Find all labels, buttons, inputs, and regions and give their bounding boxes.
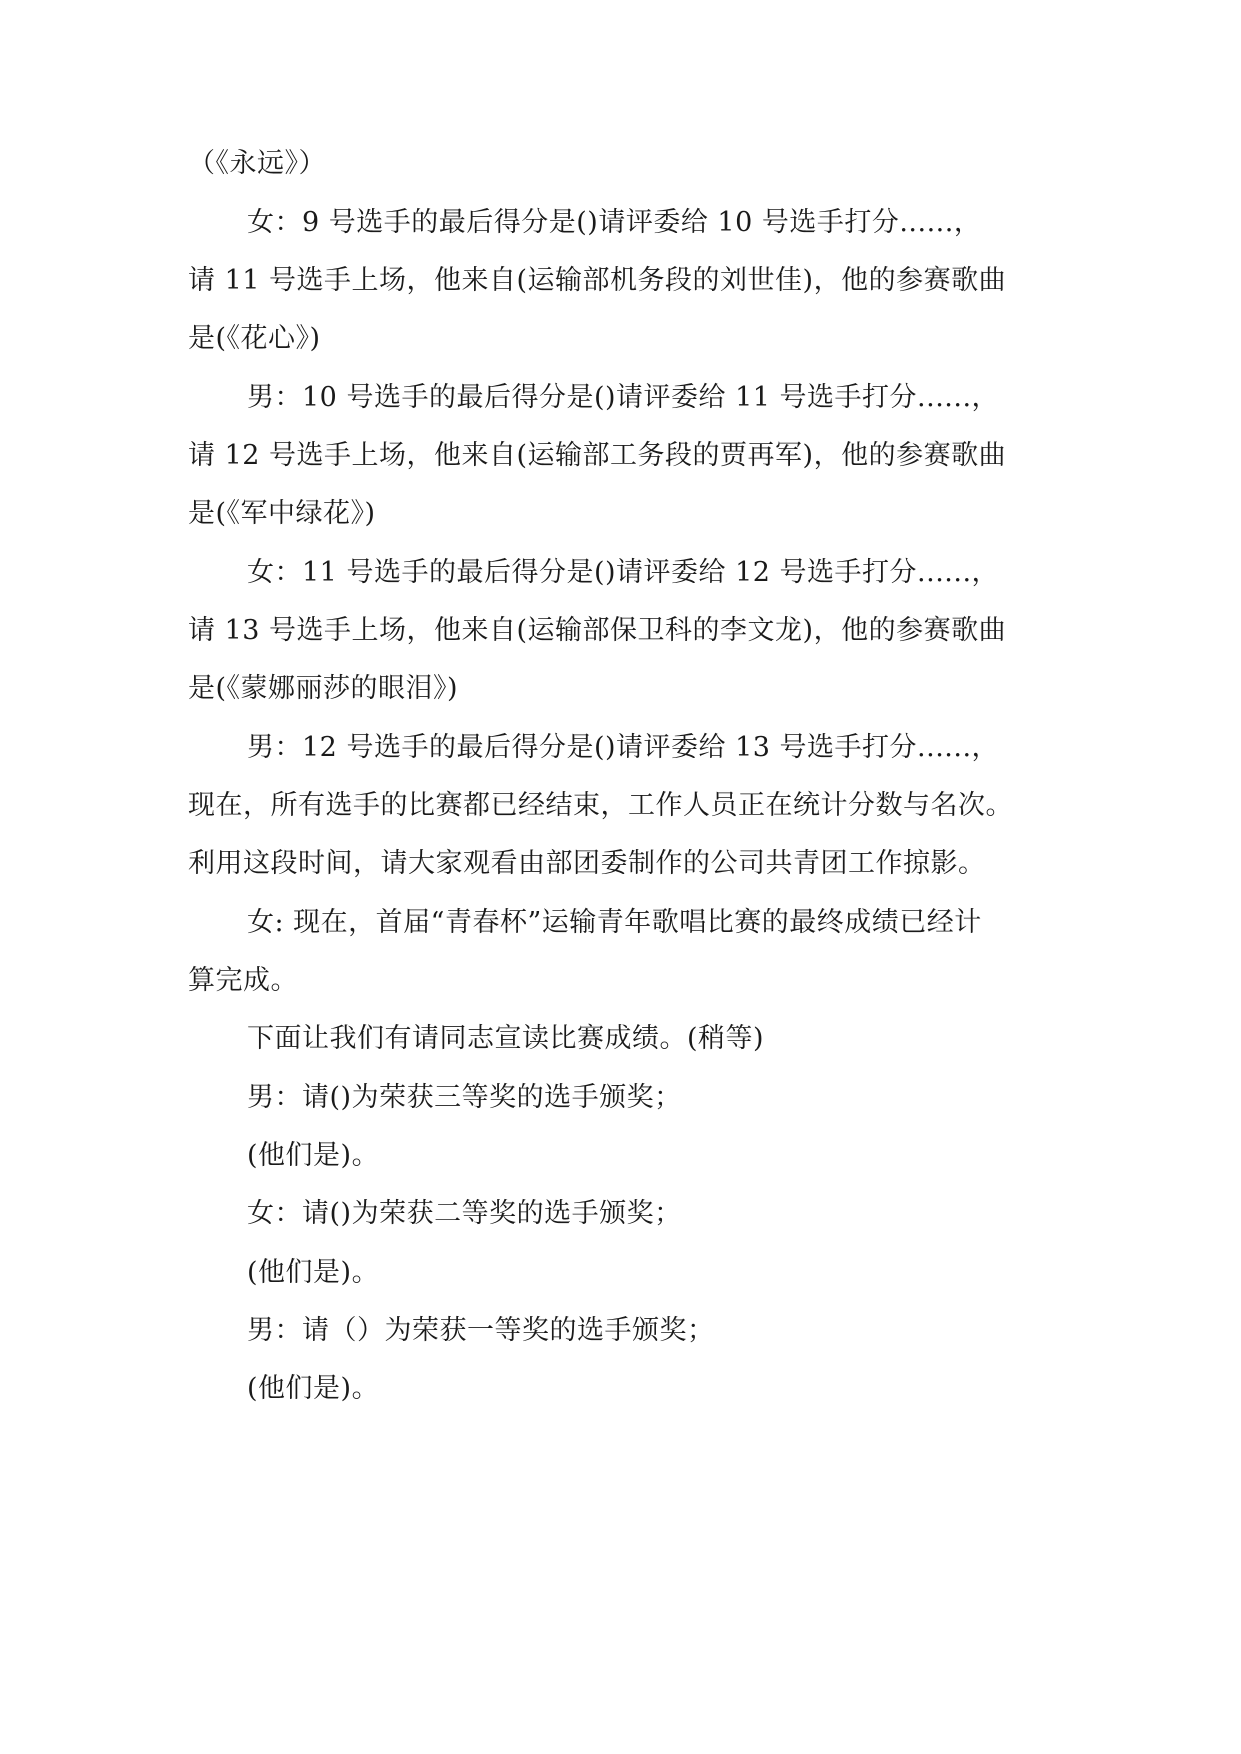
text-line: 男：12 号选手的最后得分是()请评委给 13 号选手打分......， (247, 732, 1000, 763)
text-line: 女: 现在，首届“青春杯”运输青年歌唱比赛的最终成绩已经计 (247, 907, 982, 938)
text-line: 请 12 号选手上场，他来自(运输部工务段的贾再军)，他的参赛歌曲 (188, 440, 1007, 471)
text-line: 男：请（）为荣获一等奖的选手颁奖； (247, 1315, 715, 1346)
text-line: 男：请()为荣获三等奖的选手颁奖； (247, 1082, 682, 1113)
text-line: 现在，所有选手的比赛都已经结束，工作人员正在统计分数与名次。 (188, 790, 1013, 821)
text-line: 利用这段时间，请大家观看由部团委制作的公司共青团工作掠影。 (188, 848, 986, 879)
text-line: (他们是)。 (247, 1140, 380, 1171)
text-line: 下面让我们有请同志宣读比赛成绩。(稍等) (247, 1023, 765, 1054)
text-line: 算完成。 (188, 965, 298, 996)
text-line: （《永远》） (188, 148, 326, 179)
text-line: 女：9 号选手的最后得分是()请评委给 10 号选手打分......， (247, 207, 982, 238)
text-line: 请 11 号选手上场，他来自(运输部机务段的刘世佳)，他的参赛歌曲 (188, 265, 1007, 296)
text-line: 是(《花心》) (188, 323, 321, 354)
text-line: 女：请()为荣获二等奖的选手颁奖； (247, 1198, 682, 1229)
text-line: 男：10 号选手的最后得分是()请评委给 11 号选手打分......， (247, 382, 1000, 413)
text-line: (他们是)。 (247, 1257, 380, 1288)
text-line: 是(《蒙娜丽莎的眼泪》) (188, 673, 459, 704)
text-line: (他们是)。 (247, 1373, 380, 1404)
text-line: 是(《军中绿花》) (188, 498, 376, 529)
text-line: 请 13 号选手上场，他来自(运输部保卫科的李文龙)，他的参赛歌曲 (188, 615, 1007, 646)
text-line: 女：11 号选手的最后得分是()请评委给 12 号选手打分......， (247, 557, 1000, 588)
